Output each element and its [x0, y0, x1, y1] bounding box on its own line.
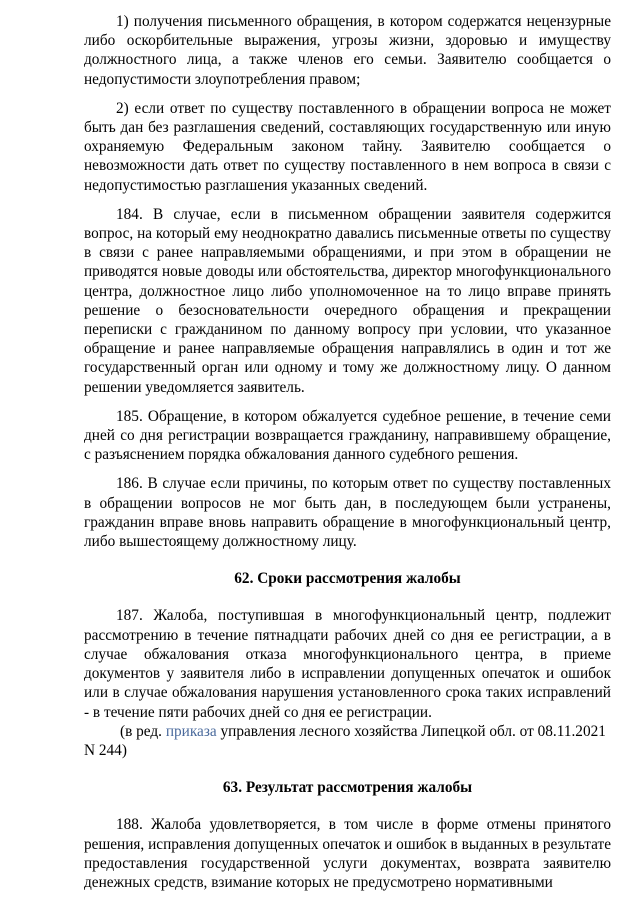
paragraph-184: 184. В случае, если в письменном обращении заявителя содержится вопрос, на который ему неоднократно давались письменные ответы по существу в связи с ранее направляемыми обращениями, и при этом в обращении не приводятся новые доводы или обстоятельства, директор многофункционального центра, должностное лицо либо уполномоченное на то лицо вправе принять решение о безосновательности очередного обращения и прекращении переписки с гражданином по данному вопросу при условии, что указанное обращение и ранее направляемые обращения направлялись в один и тот же государственный орган или одному и тому же должностному лицу. О данном решении уведомляется заявитель.: [84, 205, 611, 396]
order-link[interactable]: приказа: [165, 722, 217, 740]
amendment-note-prefix: (в ред.: [120, 722, 166, 740]
paragraph-item-1: 1) получения письменного обращения, в котором содержатся нецензурные либо оскорбительные выражения, угрозы жизни, здоровью и имуществу должностного лица, а также членов его семьи. Заявителю сообщается о недопустимости злоупотребления правом;: [84, 13, 611, 88]
section-heading-62: 62. Сроки рассмотрения жалобы: [234, 570, 461, 588]
paragraph-185: 185. Обращение, в котором обжалуется судебное решение, в течение семи дней со дня регистрации возвращается гражданину, направившему обращение, с разъяснением порядка обжалования данного судебного решения.: [84, 407, 611, 464]
section-heading-63: 63. Результат рассмотрения жалобы: [222, 779, 473, 797]
amendment-note: [84, 722, 611, 760]
paragraph-186: 186. В случае если причины, по которым ответ по существу поставленных в обращении вопросов не мог быть дан, в последующем были устранены, гражданин вправе вновь направить обращение в многофункциональный центр, либо вышестоящему должностному лицу.: [84, 475, 611, 551]
paragraph-item-2: 2) если ответ по существу поставленного в обращении вопроса не может быть дан без разглашения сведений, составляющих государственную или иную охраняемую Федеральным законом тайну. Заявителю сообщается о невозможности дать ответ по существу поставленного в нем вопроса в связи с недопустимостью разглашения указанных сведений.: [84, 99, 611, 194]
amendment-note-suffix: управления лесного хозяйства Липецкой обл. от 08.11.2021 N 244): [84, 722, 606, 759]
paragraph-187: 187. Жалоба, поступившая в многофункциональный центр, подлежит рассмотрению в течение пятнадцати рабочих дней со дня ее регистрации, а в случае обжалования отказа многофункционального центра, в приеме документов у заявителя либо в исправлении допущенных опечаток и ошибок или в случае обжалования нарушения установленного срока таких исправлений - в течение пяти рабочих дней со дня ее регистрации.: [84, 607, 611, 721]
paragraph-188: 188. Жалоба удовлетворяется, в том числе в форме отмены принятого решения, исправления допущенных опечаток и ошибок в выданных в результате предоставления государственной услуги документах, возврата заявителю денежных средств, взимание которых не предусмотрено нормативными: [84, 816, 611, 891]
